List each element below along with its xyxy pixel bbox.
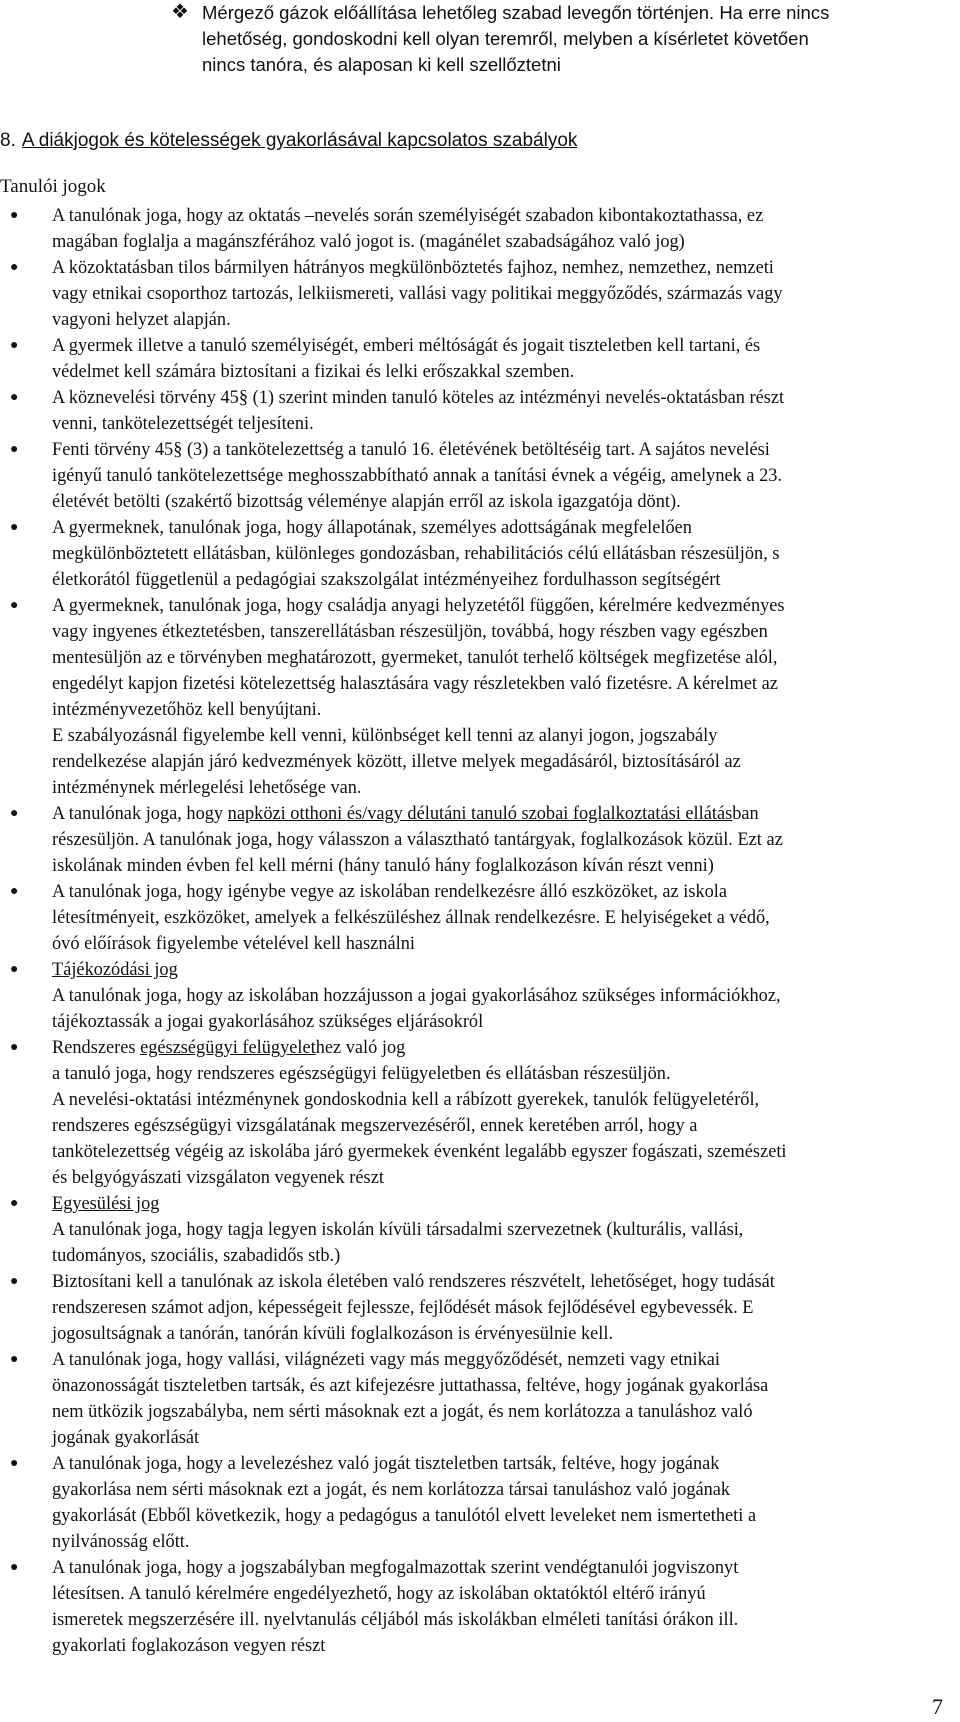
list-item-line: a tanuló joga, hogy rendszeres egészségügyi felügyeletben és ellátásban részesüljön. bbox=[52, 1064, 671, 1084]
list-item-line: A köznevelési törvény 45§ (1) szerint minden tanuló köteles az intézményi nevelés-oktatásban részt bbox=[52, 388, 785, 408]
list-item-line: A gyermek illetve a tanuló személyiségét, emberi méltóságát és jogait tiszteletben kell tartani, és bbox=[52, 336, 761, 356]
bullet-icon: ● bbox=[10, 390, 19, 405]
list-item-line: A gyermeknek, tanulónak joga, hogy családja anyagi helyzetétől függően, kérelmére kedvezményes bbox=[52, 596, 785, 616]
list-item-line: A nevelési-oktatási intézménynek gondoskodnia kell a rábízott gyerekek, tanulók felügyeletéről, bbox=[52, 1090, 760, 1110]
list-item-line: magában foglalja a magánszférához való jogot is. (magánélet szabadságához való jog) bbox=[52, 232, 685, 252]
list-item-line: A tanulónak joga, hogy napközi otthoni és/vagy délutáni tanuló szobai foglalkoztatási ellátásban bbox=[52, 804, 759, 824]
list-item-line: rendelkezése alapján járó kedvezmények között, illetve melyek megadásáról, biztosításáról az bbox=[52, 752, 741, 772]
top-item-line: Mérgező gázok előállítása lehetőleg szabad levegőn történjen. Ha erre nincs bbox=[202, 2, 830, 23]
bullet-icon: ● bbox=[10, 806, 19, 821]
list-item-heading: Tájékozódási jog bbox=[52, 960, 178, 980]
list-item bbox=[0, 437, 940, 515]
bullet-icon: ● bbox=[10, 520, 19, 535]
bullet-icon: ● bbox=[10, 1456, 19, 1471]
list-item-line: gyakorlása nem sérti másoknak ezt a jogát, és nem korlátozza társai tanuláshoz való jogának bbox=[52, 1480, 731, 1500]
list-item-line: létesítsen. A tanuló kérelmére engedélyezhető, hogy az iskolában oktatóktól eltérő irányú bbox=[52, 1584, 706, 1604]
list-item bbox=[0, 1035, 940, 1191]
top-item-line: nincs tanóra, és alaposan ki kell szellőztetni bbox=[202, 54, 561, 75]
list-item-line: venni, tankötelezettségét teljesíteni. bbox=[52, 414, 314, 434]
list-item-line: Biztosítani kell a tanulónak az iskola életében való rendszeres részvételt, lehetőséget, hogy tudását bbox=[52, 1272, 775, 1292]
list-item-line: óvó előírások figyelembe vételével kell használni bbox=[52, 934, 415, 954]
section-heading bbox=[0, 129, 577, 153]
bullet-icon: ● bbox=[10, 260, 19, 275]
list-item-line: iskolának minden évben fel kell mérni (hány tanuló hány foglalkozáson kíván részt venni) bbox=[52, 856, 714, 876]
list-item-line: és belgyógyászati vizsgálaton vegyenek részt bbox=[52, 1168, 384, 1188]
list-item bbox=[0, 957, 940, 1035]
section-number: 8. bbox=[0, 130, 16, 151]
bullet-icon: ● bbox=[10, 598, 19, 613]
list-item-line: A tanulónak joga, hogy az iskolában hozzájusson a jogai gyakorlásához szükséges információkhoz, bbox=[52, 986, 781, 1006]
list-item-line: igényű tanuló tankötelezettsége meghosszabbítható annak a tanítási évnek a végéig, amelynek a 23. bbox=[52, 466, 783, 486]
list-item-line: tankötelezettség végéig az iskolába járó gyermekek évenként legalább egyszer fogászati, szemészeti bbox=[52, 1142, 787, 1162]
list-item-line: jogosultságnak a tanórán, tanórán kívüli foglalkozáson is érvényesülnie kell. bbox=[52, 1324, 614, 1344]
list-item-line: mentesüljön az e törvényben meghatározott, gyermeket, tanulót terhelő költségek megfizetése alól, bbox=[52, 648, 778, 668]
list-item-line: gyakorlati foglakozáson vegyen részt bbox=[52, 1636, 326, 1656]
list-item-line: A tanulónak joga, hogy tagja legyen iskolán kívüli társadalmi szervezetnek (kulturális, vallási, bbox=[52, 1220, 744, 1240]
page-number: 7 bbox=[932, 1694, 943, 1719]
list-item-line: megkülönböztetett ellátásban, különleges gondozásban, rehabilitációs célú ellátásban részesüljön, s bbox=[52, 544, 780, 564]
bullet-icon: ● bbox=[10, 962, 19, 977]
list-item-line: részesüljön. A tanulónak joga, hogy válasszon a választható tantárgyak, foglalkozások közül. Ezt az bbox=[52, 830, 783, 850]
list-item-line: A tanulónak joga, hogy a jogszabályban megfogalmazottak szerint vendégtanulói jogviszonyt bbox=[52, 1558, 739, 1578]
list-item-line: engedélyt kapjon fizetési kötelezettség halasztására vagy részletekben való fizetésre. A kérelmet az bbox=[52, 674, 778, 694]
list-item bbox=[0, 1269, 940, 1347]
bullet-icon: ● bbox=[10, 1040, 19, 1055]
list-item-line: nem ütközik jogszabályba, nem sérti másoknak ezt a jogát, és nem korlátozza a tanuláshoz való bbox=[52, 1402, 753, 1422]
list-item-line: vagy etnikai csoporthoz tartozás, lelkiismereti, vallási vagy politikai meggyőződés, származás vagy bbox=[52, 284, 783, 304]
list-item-line: életévét betölti (szakértő bizottság véleménye alapján erről az iskola igazgatója dönt). bbox=[52, 492, 681, 512]
list-item-line: A tanulónak joga, hogy vallási, világnézeti vagy más meggyőződését, nemzeti vagy etnikai bbox=[52, 1350, 720, 1370]
rights-list bbox=[0, 203, 940, 1659]
bullet-icon: ● bbox=[10, 208, 19, 223]
list-item-line: nyilvánosság előtt. bbox=[52, 1532, 190, 1552]
section-title: A diákjogok és kötelességek gyakorlásával kapcsolatos szabályok bbox=[21, 130, 578, 151]
list-item bbox=[0, 203, 940, 255]
list-item-line: létesítményeit, eszközöket, amelyek a felkészüléshez állnak rendelkezésre. E helyiségeket a védő, bbox=[52, 908, 770, 928]
list-item-line: A tanulónak joga, hogy igénybe vegye az iskolában rendelkezésre álló eszközöket, az iskola bbox=[52, 882, 728, 902]
diamond-bullet-icon: ❖ bbox=[171, 1, 189, 23]
list-item-line: tájékoztassák a jogai gyakorlásához szükséges eljárásokról bbox=[52, 1012, 484, 1032]
list-item-line: ismeretek megszerzésére ill. nyelvtanulás céljából más iskolákban elméleti tanítási órákon ill. bbox=[52, 1610, 739, 1630]
list-item bbox=[0, 879, 940, 957]
list-item bbox=[0, 515, 940, 593]
top-item-line: lehetőség, gondoskodni kell olyan teremről, melyben a kísérletet követően bbox=[202, 28, 809, 49]
list-item-line: A tanulónak joga, hogy a levelezéshez való jogát tiszteletben tartsák, feltéve, hogy jogának bbox=[52, 1454, 720, 1474]
list-item bbox=[0, 333, 940, 385]
list-item-line: jogának gyakorlását bbox=[52, 1428, 200, 1448]
list-item bbox=[0, 593, 940, 801]
list-item-line: önazonosságát tiszteletben tartsák, és azt kifejezésre juttathassa, feltéve, hogy jogának gyakorlása bbox=[52, 1376, 769, 1396]
list-item-line: rendszeres egészségügyi vizsgálatának megszervezéséről, ennek keretében arról, hogy a bbox=[52, 1116, 698, 1136]
bullet-icon: ● bbox=[10, 1196, 19, 1211]
list-item-line: E szabályozásnál figyelembe kell venni, különbséget kell tenni az alanyi jogon, jogszabály bbox=[52, 726, 718, 746]
list-item-line: tudományos, szociális, szabadidős stb.) bbox=[52, 1246, 341, 1266]
list-item-line: intézménynek mérlegelési lehetősége van. bbox=[52, 778, 362, 798]
list-item-line: rendszeresen számot adjon, képességeit fejlessze, fejlődését mások fejlődésével egybevessék. E bbox=[52, 1298, 754, 1318]
list-item-line: vagy ingyenes étkeztetésben, tanszerellátásban részesüljön, továbbá, hogy részben vagy egészben bbox=[52, 622, 768, 642]
list-item-line: életkorától függetlenül a pedagógiai szakszolgálat intézményeihez fordulhasson segítségért bbox=[52, 570, 721, 590]
bullet-icon: ● bbox=[10, 1560, 19, 1575]
subheading: Tanulói jogok bbox=[0, 176, 106, 197]
bullet-icon: ● bbox=[10, 1352, 19, 1367]
list-item bbox=[0, 255, 940, 333]
list-item-line: Fenti törvény 45§ (3) a tankötelezettség a tanuló 16. életévének betöltéséig tart. A sajátos nevelési bbox=[52, 440, 770, 460]
list-item bbox=[0, 1191, 940, 1269]
list-item-line: A tanulónak joga, hogy az oktatás –nevelés során személyiségét szabadon kibontakoztathassa, ez bbox=[52, 206, 764, 226]
bullet-icon: ● bbox=[10, 442, 19, 457]
list-item-line: védelmet kell számára biztosítani a fizikai és lelki erőszakkal szemben. bbox=[52, 362, 575, 382]
bullet-icon: ● bbox=[10, 1274, 19, 1289]
list-item-line: intézményvezetőhöz kell benyújtani. bbox=[52, 700, 322, 720]
list-item bbox=[0, 1451, 940, 1555]
bullet-icon: ● bbox=[10, 338, 19, 353]
bullet-icon: ● bbox=[10, 884, 19, 899]
list-item-line: A gyermeknek, tanulónak joga, hogy állapotának, személyes adottságának megfelelően bbox=[52, 518, 692, 538]
list-item bbox=[0, 1555, 940, 1659]
list-item-line: vagyoni helyzet alapján. bbox=[52, 310, 231, 330]
list-item-line: gyakorlását (Ebből következik, hogy a pedagógus a tanulótól elvett leveleket nem ismertetheti a bbox=[52, 1506, 757, 1526]
list-item-heading: Egyesülési jog bbox=[52, 1194, 160, 1214]
list-item bbox=[0, 1347, 940, 1451]
list-item-line: A közoktatásban tilos bármilyen hátrányos megkülönböztetés fajhoz, nemhez, nemzethez, nemzeti bbox=[52, 258, 774, 278]
list-item-line: Rendszeres egészségügyi felügyelethez való jog bbox=[52, 1038, 406, 1058]
top-list-item bbox=[171, 0, 922, 78]
list-item bbox=[0, 385, 940, 437]
list-item bbox=[0, 801, 940, 879]
